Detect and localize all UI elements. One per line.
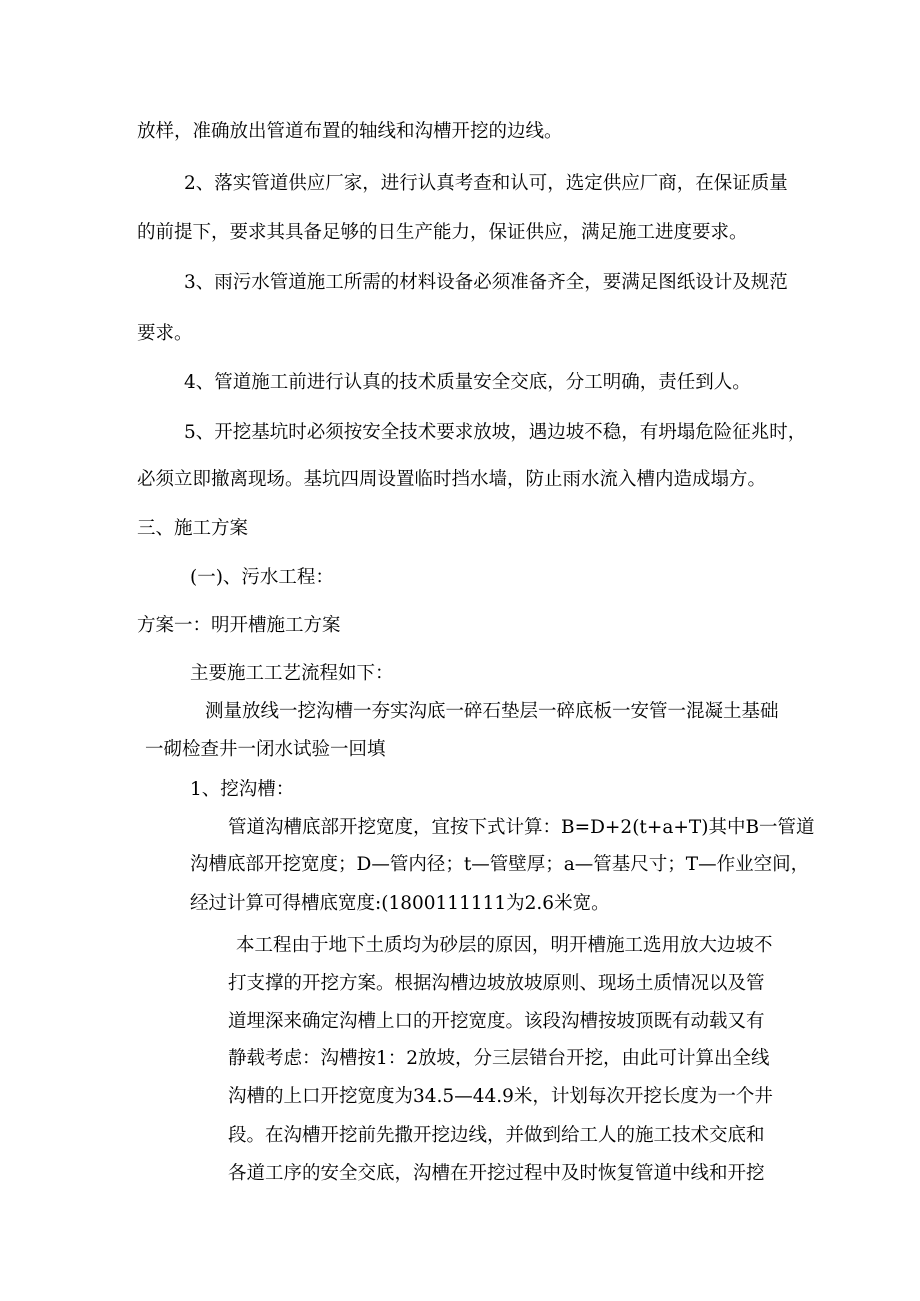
text-line: 经过计算可得槽底宽度:(1800111111为2.6米宽。	[190, 893, 610, 914]
text-line: 的前提下，要求其具备足够的日生产能力，保证供应，满足施工进度要求。	[137, 222, 748, 243]
text-line: 沟槽的上口开挖宽度为34.5—44.9米，计划每次开挖长度为一个井	[228, 1086, 773, 1107]
section-heading: 三、施工方案	[137, 518, 249, 539]
text-line: 本工程由于地下土质均为砂层的原因，明开槽施工选用放大边坡不	[236, 935, 773, 956]
text-line: 2、落实管道供应厂家，进行认真考查和认可，选定供应厂商，在保证质量	[184, 173, 788, 194]
text-line: 3、雨污水管道施工所需的材料设备必须准备齐全，要满足图纸设计及规范	[184, 272, 788, 293]
text-line: 管道沟槽底部开挖宽度，宜按下式计算：B=D+2(t+a+T)其中B一管道	[228, 817, 815, 838]
text-line: 主要施工工艺流程如下：	[190, 663, 394, 684]
text-line: 段。在沟槽开挖前先撒开挖边线，并做到给工人的施工技术交底和	[228, 1125, 765, 1146]
plan-heading: 方案一：明开槽施工方案	[137, 615, 341, 636]
subsection-heading: (一)、污水工程：	[190, 567, 334, 588]
text-line: 放样，准确放出管道布置的轴线和沟槽开挖的边线。	[137, 121, 563, 142]
text-line: 打支撑的开挖方案。根据沟槽边坡放坡原则、现场土质情况以及管	[228, 973, 765, 994]
text-line: 4、管道施工前进行认真的技术质量安全交底，分工明确，责任到人。	[184, 372, 751, 393]
process-flow-line: 一砌检查井一闭水试验一回填	[145, 739, 386, 760]
text-line: 沟槽底部开挖宽度；D—管内径；t—管壁厚；a—管基尺寸；T—作业空间，	[190, 854, 810, 875]
text-line: 5、开挖基坑时必须按安全技术要求放坡，遇边坡不稳，有坍塌危险征兆时，	[184, 422, 807, 443]
text-line: 静载考虑：沟槽按1：2放坡，分三层错台开挖，由此可计算出全线	[228, 1048, 770, 1069]
text-line: 必须立即撤离现场。基坑四周设置临时挡水墙，防止雨水流入槽内造成塌方。	[137, 469, 767, 490]
text-line: 道埋深来确定沟槽上口的开挖宽度。该段沟槽按坡顶既有动载又有	[228, 1011, 765, 1032]
text-line: 各道工序的安全交底，沟槽在开挖过程中及时恢复管道中线和开挖	[228, 1163, 765, 1184]
item-heading: 1、挖沟槽：	[190, 779, 295, 800]
text-line: 要求。	[137, 323, 193, 344]
process-flow-line: 测量放线一挖沟槽一夯实沟底一碎石垫层一碎底板一安管一混凝土基础	[205, 701, 779, 722]
